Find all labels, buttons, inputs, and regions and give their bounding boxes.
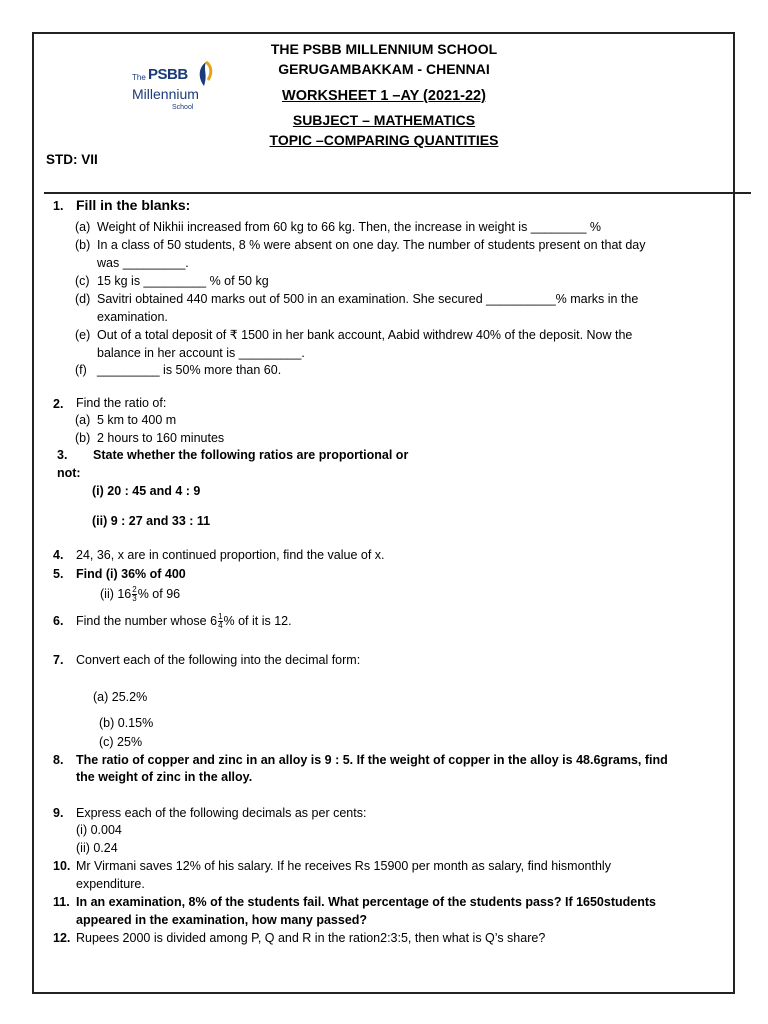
q5-ii-suffix: % of 96 — [137, 587, 181, 601]
q3-number: 3. — [57, 448, 68, 462]
q1-e-text-1: Out of a total deposit of ₹ 1500 in her bank account, Aabid withdrew 40% of the deposit. Now the — [97, 328, 633, 342]
q7-text: Convert each of the following into the decimal form: — [76, 653, 361, 667]
q5-ii-prefix: (ii) 16 — [100, 587, 132, 601]
q11-number: 11. — [53, 895, 70, 909]
q1-d-text-2: examination. — [97, 310, 168, 324]
school-name: THE PSBB MILLENNIUM SCHOOL — [270, 41, 498, 57]
q1-number: 1. — [53, 199, 64, 213]
q3-i: (i) 20 : 45 and 4 : 9 — [92, 484, 201, 498]
q8-line-2: the weight of zinc in the alloy. — [76, 770, 253, 784]
topic: TOPIC –COMPARING QUANTITIES — [269, 132, 499, 148]
q3-title: State whether the following ratios are proportional or — [93, 448, 409, 462]
q6-fraction — [218, 613, 222, 630]
q1-b-text-2: was _________. — [97, 256, 189, 270]
q1-f-label: (f) — [75, 363, 87, 377]
q7-number: 7. — [53, 653, 64, 667]
q8-number: 8. — [53, 753, 64, 767]
q6-fraction-denominator: 4 — [218, 621, 223, 631]
q6-number: 6. — [53, 614, 64, 628]
q7-b: (b) 0.15% — [99, 716, 154, 730]
q1-d-label: (d) — [75, 292, 91, 306]
q9-number: 9. — [53, 806, 64, 820]
logo-text-the: The — [132, 73, 146, 82]
logo-text-millennium: Millennium — [132, 86, 199, 102]
q5-i: Find (i) 36% of 400 — [76, 567, 186, 581]
q10-line-1: Mr Virmani saves 12% of his salary. If he receives Rs 15900 per month as salary, find hismonthly — [76, 859, 611, 873]
q6-fraction-numerator: 1 — [218, 612, 223, 622]
q7-a: (a) 25.2% — [93, 690, 148, 704]
q4-text: 24, 36, x are in continued proportion, find the value of x. — [76, 548, 385, 562]
q8-line-1: The ratio of copper and zinc in an alloy is 9 : 5. If the weight of copper in the alloy is 48.6grams, find — [76, 753, 668, 767]
q1-title: Fill in the blanks: — [76, 197, 191, 213]
std-label: STD: VII — [46, 152, 98, 167]
q12-text: Rupees 2000 is divided among P, Q and R in the ration2:3:5, then what is Q’s share? — [76, 931, 546, 945]
q9-i: (i) 0.004 — [76, 823, 122, 837]
q10-line-2: expenditure. — [76, 877, 145, 891]
q1-c-label: (c) — [75, 274, 90, 288]
q11-line-2: appeared in the examination, how many passed? — [76, 913, 368, 927]
q9-text: Express each of the following decimals as per cents: — [76, 806, 367, 820]
q2-a-label: (a) — [75, 413, 91, 427]
q1-b-label: (b) — [75, 238, 91, 252]
subject: SUBJECT – MATHEMATICS — [292, 112, 476, 128]
topic-wrap — [0, 132, 768, 148]
subject-wrap — [0, 112, 768, 128]
q5-fraction — [132, 586, 136, 603]
logo-text-psbb: PSBB — [148, 66, 188, 83]
q10-number: 10. — [53, 859, 71, 873]
q5-fraction-denominator: 3 — [132, 594, 137, 604]
q1-e-label: (e) — [75, 328, 91, 342]
q1-c-text: 15 kg is _________ % of 50 kg — [97, 274, 269, 288]
q5-fraction-numerator: 2 — [132, 585, 137, 595]
q2-title: Find the ratio of: — [76, 396, 167, 410]
q11-line-1: In an examination, 8% of the students fail. What percentage of the students pass? If 1650students — [76, 895, 656, 909]
worksheet-title: WORKSHEET 1 –AY (2021-22) — [282, 88, 486, 104]
worksheet-title-wrap — [0, 88, 768, 104]
q7-c: (c) 25% — [99, 735, 143, 749]
q2-number: 2. — [53, 397, 64, 411]
q3-title-cont: not: — [57, 466, 81, 480]
q1-a-label: (a) — [75, 220, 91, 234]
q6-suffix: % of it is 12. — [223, 614, 292, 628]
q2-a-text: 5 km to 400 m — [97, 413, 177, 427]
q9-ii: (ii) 0.24 — [76, 841, 118, 855]
q1-a-text: Weight of Nikhii increased from 60 kg to 66 kg. Then, the increase in weight is ________ % — [97, 220, 601, 234]
q4-number: 4. — [53, 548, 64, 562]
q6-prefix: Find the number whose 6 — [76, 614, 218, 628]
q1-f-text: _________ is 50% more than 60. — [97, 363, 282, 377]
q1-b-text-1: In a class of 50 students, 8 % were absent on one day. The number of students present on that day — [97, 238, 646, 252]
q2-b-label: (b) — [75, 431, 91, 445]
q5-number: 5. — [53, 567, 64, 581]
school-location: GERUGAMBAKKAM - CHENNAI — [278, 61, 490, 77]
q6-text — [76, 613, 292, 630]
header-divider — [44, 192, 751, 194]
q2-b-text: 2 hours to 160 minutes — [97, 431, 225, 445]
q1-e-text-2: balance in her account is _________. — [97, 346, 305, 360]
logo-text-school: School — [172, 104, 194, 111]
q12-number: 12. — [53, 931, 71, 945]
q5-ii — [100, 586, 180, 603]
q3-ii: (ii) 9 : 27 and 33 : 11 — [92, 514, 211, 528]
q1-d-text-1: Savitri obtained 440 marks out of 500 in an examination. She secured __________% marks in the — [97, 292, 639, 306]
